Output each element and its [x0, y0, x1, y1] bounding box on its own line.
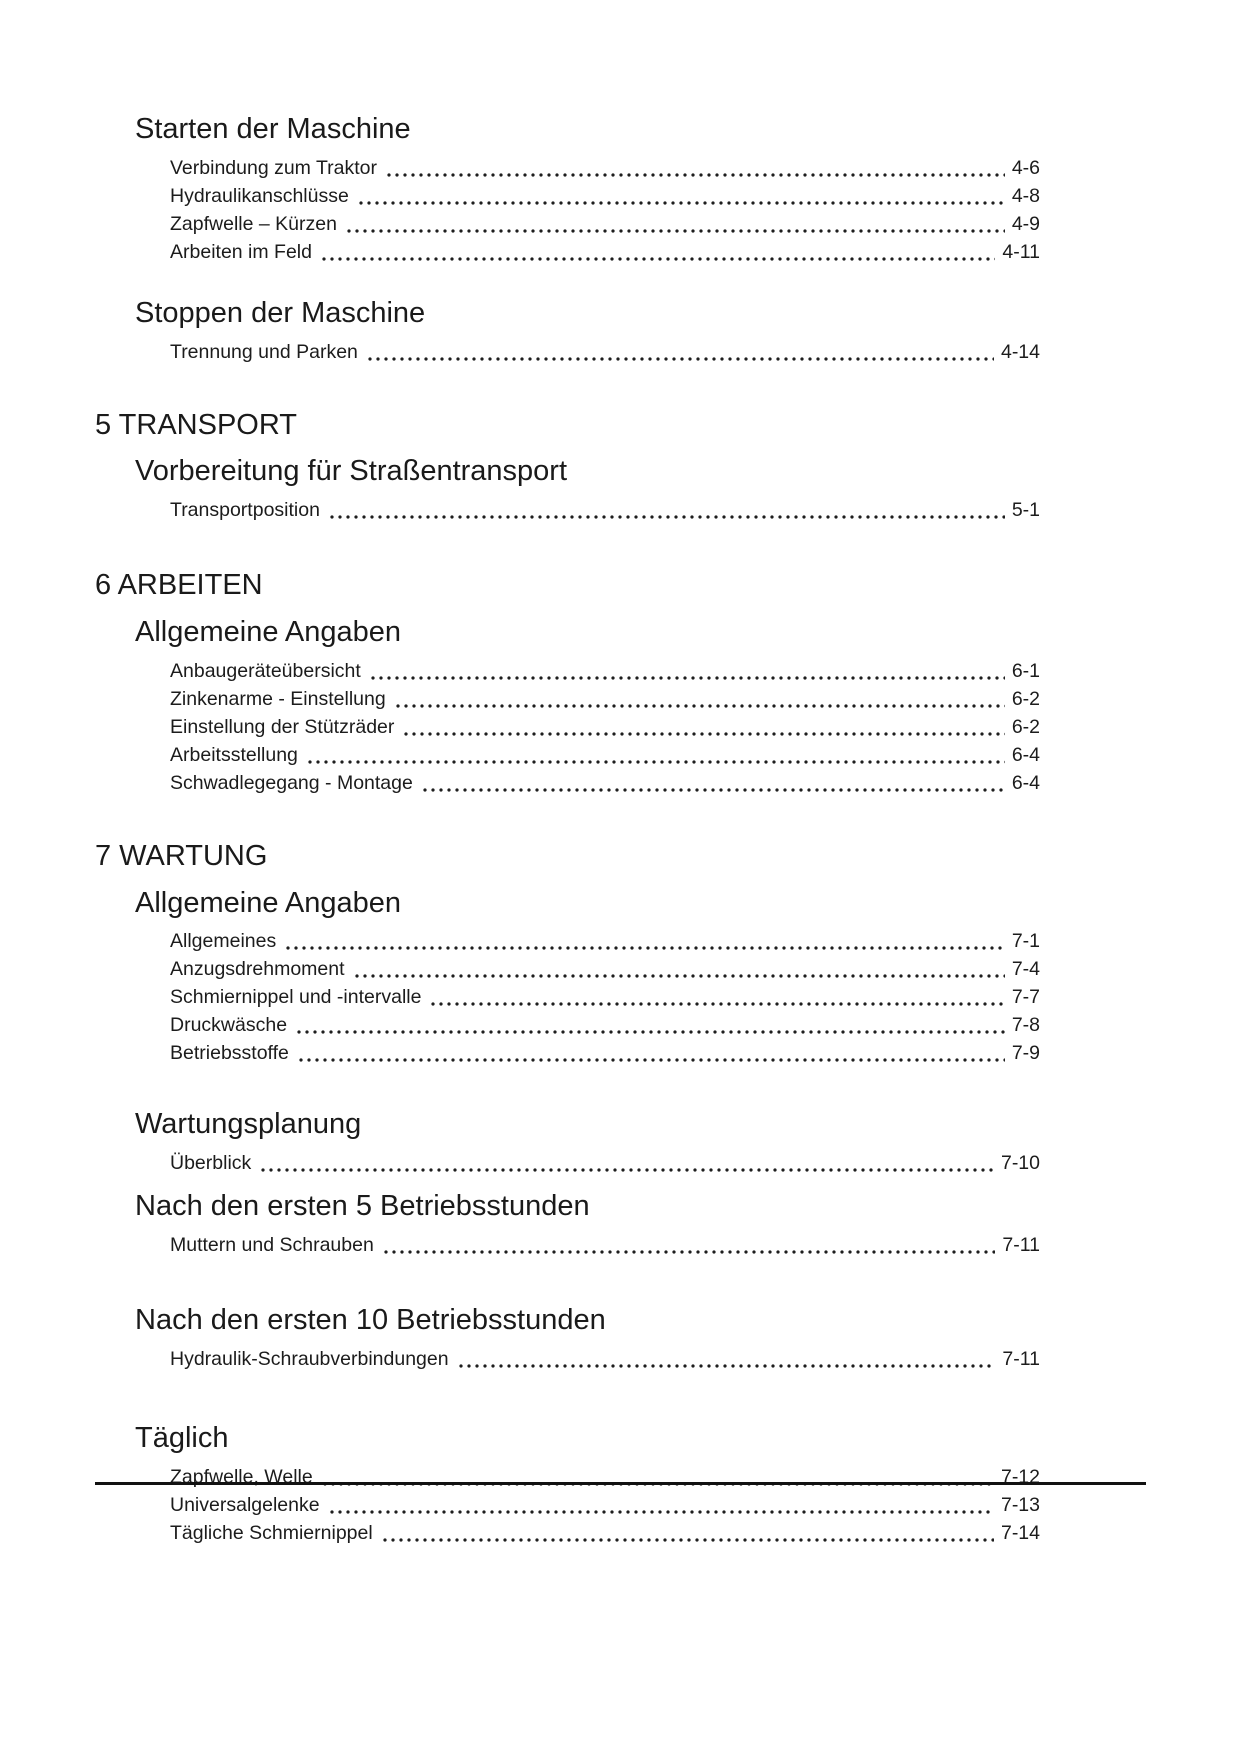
- section-heading: Wartungsplanung: [135, 1108, 362, 1141]
- toc-section: [95, 408, 1146, 443]
- section-heading: Nach den ersten 10 Betriebsstunden: [135, 1303, 606, 1336]
- dotted-leader: [295, 1030, 1005, 1034]
- dotted-leader: [353, 974, 1005, 978]
- toc-entry[interactable]: [170, 1463, 1040, 1491]
- dotted-leader: [345, 229, 1005, 233]
- toc-entry-title: Arbeitsstellung: [170, 743, 298, 766]
- toc-entry-page-number: 4-6: [1011, 156, 1040, 179]
- toc-entry[interactable]: [170, 210, 1040, 238]
- dotted-leader: [357, 201, 1005, 205]
- toc-entry-title: Verbindung zum Traktor: [170, 156, 378, 179]
- toc-entry-title: Zapfwelle – Kürzen: [170, 212, 337, 235]
- toc-entry[interactable]: [170, 1149, 1040, 1177]
- toc-entry-list: [170, 496, 1040, 524]
- toc-section: [95, 454, 1146, 524]
- toc-entry-list: [170, 1149, 1040, 1177]
- toc-entry-title: Druckwäsche: [170, 1014, 288, 1037]
- dotted-leader: [297, 1058, 1005, 1062]
- toc-entry-page-number: 4-11: [1002, 240, 1040, 263]
- toc-entry[interactable]: [170, 657, 1040, 685]
- toc-entry-page-number: 6-4: [1011, 771, 1040, 794]
- toc-section: [95, 839, 1146, 874]
- section-heading: Stoppen der Maschine: [135, 296, 426, 329]
- dotted-leader: [366, 357, 994, 361]
- toc-section: [95, 1189, 1146, 1259]
- section-heading: Starten der Maschine: [135, 113, 411, 145]
- section-heading: Täglich: [135, 1421, 229, 1454]
- footer-rule: [95, 1482, 1146, 1485]
- toc-entry-page-number: 7-14: [1000, 1521, 1040, 1544]
- toc-entry[interactable]: [170, 927, 1040, 955]
- chapter-heading: 7 WARTUNG: [95, 839, 268, 872]
- section-heading: Allgemeine Angaben: [135, 886, 402, 919]
- toc-entry-list: [170, 1345, 1040, 1373]
- toc-entry-title: Schmiernippel und -intervalle: [170, 986, 422, 1009]
- toc-entry[interactable]: [170, 496, 1040, 524]
- toc-entry-title: Einstellung der Stützräder: [170, 715, 395, 738]
- toc-entry-title: Allgemeines: [170, 930, 277, 953]
- toc-entry-page-number: 7-9: [1011, 1042, 1040, 1065]
- toc-section: [95, 1303, 1146, 1373]
- toc-entry-title: Schwadlegegang - Montage: [170, 771, 413, 794]
- chapter-heading: 5 TRANSPORT: [95, 408, 297, 441]
- toc-entry-title: Tägliche Schmiernippel: [170, 1521, 373, 1544]
- section-heading: Vorbereitung für Straßentransport: [135, 455, 568, 488]
- section-heading: Allgemeine Angaben: [135, 615, 402, 648]
- toc-entry[interactable]: [170, 154, 1040, 182]
- toc-section: [95, 112, 1146, 266]
- toc-section: [95, 1107, 1146, 1177]
- dotted-leader: [421, 788, 1005, 792]
- dotted-leader: [320, 257, 995, 261]
- toc-entry-page-number: 7-7: [1011, 986, 1040, 1009]
- toc-entry-title: Transportposition: [170, 499, 320, 522]
- toc-entry-page-number: 7-8: [1011, 1014, 1040, 1037]
- toc-entry[interactable]: [170, 1231, 1040, 1259]
- toc-entry-list: [170, 927, 1040, 1067]
- toc-entry-page-number: 6-1: [1011, 659, 1040, 682]
- toc-entry[interactable]: [170, 741, 1040, 769]
- toc-entry-page-number: 4-9: [1011, 212, 1040, 235]
- toc-entry[interactable]: [170, 955, 1040, 983]
- toc-entry[interactable]: [170, 1491, 1040, 1519]
- toc-section: [95, 886, 1146, 1068]
- toc-entry-page-number: 6-2: [1011, 687, 1040, 710]
- toc-entry-list: [170, 1231, 1040, 1259]
- toc-entry-page-number: 7-4: [1011, 958, 1040, 981]
- toc-entry[interactable]: [170, 1519, 1040, 1547]
- chapter-heading: 6 ARBEITEN: [95, 569, 263, 602]
- dotted-leader: [259, 1168, 994, 1172]
- toc-entry-title: Überblick: [170, 1152, 252, 1175]
- section-heading: Nach den ersten 5 Betriebsstunden: [135, 1190, 590, 1223]
- toc-entry-list: [170, 154, 1040, 266]
- dotted-leader: [394, 704, 1005, 708]
- toc-entry-page-number: 6-2: [1011, 715, 1040, 738]
- toc-section: [95, 296, 1146, 366]
- toc-entry-page-number: 7-11: [1002, 1233, 1040, 1256]
- toc-entry[interactable]: [170, 685, 1040, 713]
- toc-entry[interactable]: [170, 983, 1040, 1011]
- dotted-leader: [328, 515, 1005, 519]
- toc-entry-page-number: 7-10: [1000, 1152, 1040, 1175]
- toc-section: [95, 615, 1146, 797]
- toc-entry-page-number: 6-4: [1011, 743, 1040, 766]
- toc-entry-title: Universalgelenke: [170, 1493, 320, 1516]
- toc-entry-page-number: 4-14: [1000, 340, 1040, 363]
- toc-entry-page-number: 7-1: [1011, 930, 1040, 953]
- toc-entry-title: Zinkenarme - Einstellung: [170, 687, 386, 710]
- dotted-leader: [328, 1510, 994, 1514]
- dotted-leader: [381, 1538, 994, 1542]
- dotted-leader: [369, 676, 1005, 680]
- toc-entry-title: Zapfwelle, Welle: [170, 1465, 313, 1488]
- toc-entry-page-number: 4-8: [1011, 184, 1040, 207]
- toc-entry-list: [170, 338, 1040, 366]
- dotted-leader: [382, 1250, 996, 1254]
- dotted-leader: [284, 946, 1005, 950]
- dotted-leader: [306, 760, 1005, 764]
- toc-entry-page-number: 5-1: [1011, 499, 1040, 522]
- toc-entry[interactable]: [170, 1011, 1040, 1039]
- toc-entry-title: Betriebsstoffe: [170, 1042, 289, 1065]
- toc-entry[interactable]: [170, 1345, 1040, 1373]
- toc-entry-title: Anzugsdrehmoment: [170, 958, 345, 981]
- toc-entry-page-number: 7-13: [1000, 1493, 1040, 1516]
- toc-entry[interactable]: [170, 769, 1040, 797]
- toc-entry-title: Trennung und Parken: [170, 340, 358, 363]
- toc-entry-list: [170, 657, 1040, 797]
- toc-entry-title: Arbeiten im Feld: [170, 240, 312, 263]
- toc-entry-page-number: 7-12: [1000, 1465, 1040, 1488]
- dotted-leader: [429, 1002, 1004, 1006]
- dotted-leader: [402, 732, 1004, 736]
- dotted-leader: [385, 173, 1005, 177]
- toc-entry-title: Muttern und Schrauben: [170, 1233, 374, 1256]
- toc-section: [95, 568, 1146, 603]
- toc-entry[interactable]: [170, 238, 1040, 266]
- toc-entry[interactable]: [170, 1039, 1040, 1067]
- toc-entry-list: [170, 1463, 1040, 1547]
- toc-entry-title: Hydraulikanschlüsse: [170, 184, 349, 207]
- toc-entry[interactable]: [170, 338, 1040, 366]
- dotted-leader: [457, 1364, 996, 1368]
- toc-entry[interactable]: [170, 713, 1040, 741]
- toc-entry-page-number: 7-11: [1002, 1347, 1040, 1370]
- toc-entry-title: Anbaugeräteübersicht: [170, 659, 361, 682]
- toc-entry-title: Hydraulik-Schraubverbindungen: [170, 1347, 449, 1370]
- toc-entry[interactable]: [170, 182, 1040, 210]
